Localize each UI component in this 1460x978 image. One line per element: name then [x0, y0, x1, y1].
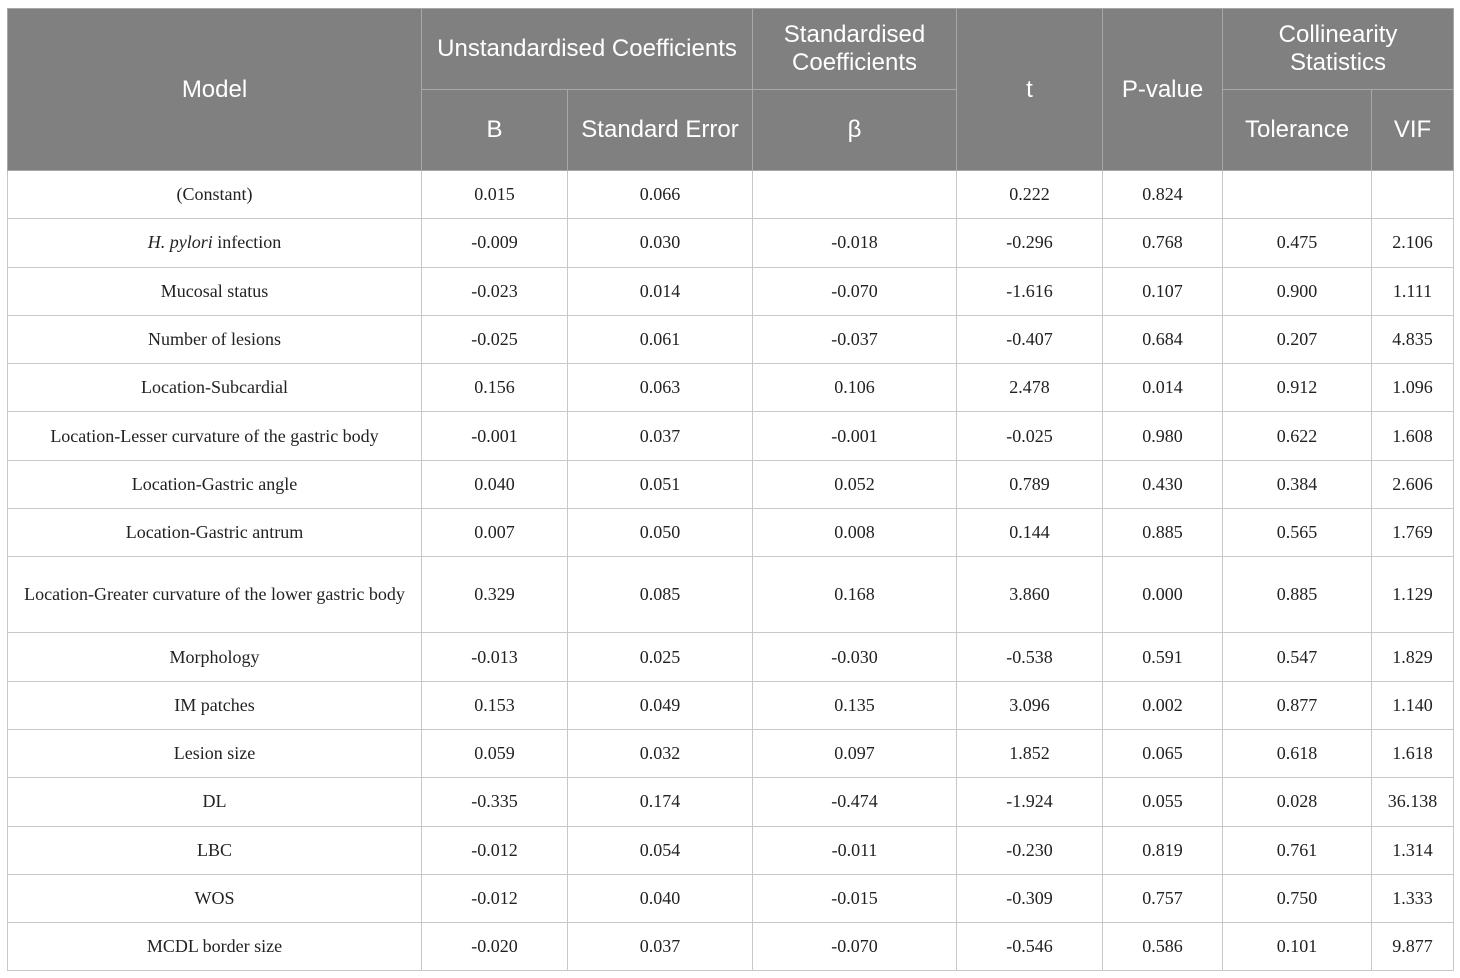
- cell-t: -0.407: [957, 315, 1103, 363]
- cell-vif: 1.829: [1372, 633, 1454, 681]
- cell-p: 0.885: [1103, 509, 1223, 557]
- cell-tolerance: 0.565: [1223, 509, 1372, 557]
- cell-model: WOS: [8, 874, 422, 922]
- cell-t: 0.789: [957, 460, 1103, 508]
- table-row: [8, 826, 1454, 874]
- cell-p: 0.586: [1103, 923, 1223, 971]
- cell-tolerance: 0.750: [1223, 874, 1372, 922]
- cell-vif: 1.096: [1372, 364, 1454, 412]
- cell-t: 3.096: [957, 681, 1103, 729]
- cell-beta: -0.001: [753, 412, 957, 460]
- cell-t: -0.546: [957, 923, 1103, 971]
- cell-b: -0.001: [422, 412, 568, 460]
- cell-beta: [753, 171, 957, 219]
- cell-p: 0.591: [1103, 633, 1223, 681]
- cell-vif: 36.138: [1372, 778, 1454, 826]
- header-collinearity: Collinearity Statistics: [1223, 9, 1454, 90]
- cell-t: 2.478: [957, 364, 1103, 412]
- cell-p: 0.430: [1103, 460, 1223, 508]
- cell-p: 0.065: [1103, 729, 1223, 777]
- cell-t: -1.616: [957, 267, 1103, 315]
- header-t: t: [957, 9, 1103, 171]
- cell-model: Number of lesions: [8, 315, 422, 363]
- cell-p: 0.000: [1103, 557, 1223, 633]
- cell-model-italic: H. pylori: [147, 232, 213, 253]
- cell-vif: 1.608: [1372, 412, 1454, 460]
- cell-tolerance: 0.761: [1223, 826, 1372, 874]
- cell-vif: 9.877: [1372, 923, 1454, 971]
- cell-p: 0.819: [1103, 826, 1223, 874]
- cell-t: -0.296: [957, 219, 1103, 267]
- cell-se: 0.032: [568, 729, 753, 777]
- cell-se: 0.050: [568, 509, 753, 557]
- cell-model: Location-Lesser curvature of the gastric body: [8, 412, 422, 460]
- cell-tolerance: 0.547: [1223, 633, 1372, 681]
- cell-tolerance: 0.618: [1223, 729, 1372, 777]
- table-row: [8, 778, 1454, 826]
- table-row: [8, 681, 1454, 729]
- cell-tolerance: 0.877: [1223, 681, 1372, 729]
- cell-tolerance: 0.912: [1223, 364, 1372, 412]
- cell-se: 0.049: [568, 681, 753, 729]
- cell-b: 0.153: [422, 681, 568, 729]
- header-standardised: Standardised Coefficients: [753, 9, 957, 90]
- cell-beta: 0.168: [753, 557, 957, 633]
- cell-tolerance: 0.885: [1223, 557, 1372, 633]
- cell-beta: -0.474: [753, 778, 957, 826]
- cell-b: -0.012: [422, 826, 568, 874]
- table-row: [8, 509, 1454, 557]
- cell-beta: -0.037: [753, 315, 957, 363]
- cell-t: -1.924: [957, 778, 1103, 826]
- cell-tolerance: 0.622: [1223, 412, 1372, 460]
- cell-beta: 0.052: [753, 460, 957, 508]
- cell-se: 0.063: [568, 364, 753, 412]
- cell-model: IM patches: [8, 681, 422, 729]
- cell-model: Location-Gastric angle: [8, 460, 422, 508]
- cell-model: LBC: [8, 826, 422, 874]
- cell-model-rest: infection: [212, 232, 282, 253]
- cell-vif: 1.111: [1372, 267, 1454, 315]
- cell-t: -0.538: [957, 633, 1103, 681]
- cell-b: -0.013: [422, 633, 568, 681]
- cell-t: 3.860: [957, 557, 1103, 633]
- cell-beta: -0.018: [753, 219, 957, 267]
- cell-b: 0.059: [422, 729, 568, 777]
- header-standard-error: Standard Error: [568, 90, 753, 171]
- cell-vif: 1.129: [1372, 557, 1454, 633]
- header-p-value: P-value: [1103, 9, 1223, 171]
- cell-t: -0.230: [957, 826, 1103, 874]
- cell-t: -0.309: [957, 874, 1103, 922]
- cell-t: 0.144: [957, 509, 1103, 557]
- cell-p: 0.014: [1103, 364, 1223, 412]
- table-row: [8, 171, 1454, 219]
- cell-beta: -0.015: [753, 874, 957, 922]
- cell-tolerance: 0.028: [1223, 778, 1372, 826]
- table-row: [8, 923, 1454, 971]
- cell-b: 0.007: [422, 509, 568, 557]
- cell-tolerance: 0.384: [1223, 460, 1372, 508]
- cell-tolerance: 0.101: [1223, 923, 1372, 971]
- cell-b: 0.015: [422, 171, 568, 219]
- cell-model: (Constant): [8, 171, 422, 219]
- cell-se: 0.054: [568, 826, 753, 874]
- cell-tolerance: [1223, 171, 1372, 219]
- cell-vif: 1.769: [1372, 509, 1454, 557]
- cell-vif: 1.314: [1372, 826, 1454, 874]
- cell-beta: 0.106: [753, 364, 957, 412]
- table-row: [8, 219, 1454, 267]
- header-b: B: [422, 90, 568, 171]
- cell-tolerance: 0.475: [1223, 219, 1372, 267]
- cell-vif: [1372, 171, 1454, 219]
- cell-se: 0.085: [568, 557, 753, 633]
- cell-t: -0.025: [957, 412, 1103, 460]
- table-row: [8, 267, 1454, 315]
- cell-beta: -0.070: [753, 267, 957, 315]
- cell-b: 0.156: [422, 364, 568, 412]
- header-model: Model: [8, 9, 422, 171]
- cell-beta: 0.097: [753, 729, 957, 777]
- cell-beta: 0.135: [753, 681, 957, 729]
- table-row: [8, 364, 1454, 412]
- cell-beta: -0.070: [753, 923, 957, 971]
- header-unstandardised: Unstandardised Coefficients: [422, 9, 753, 90]
- cell-se: 0.037: [568, 412, 753, 460]
- cell-vif: 1.333: [1372, 874, 1454, 922]
- cell-b: -0.020: [422, 923, 568, 971]
- cell-se: 0.066: [568, 171, 753, 219]
- cell-vif: 4.835: [1372, 315, 1454, 363]
- cell-p: 0.824: [1103, 171, 1223, 219]
- cell-model: [8, 219, 422, 267]
- cell-tolerance: 0.900: [1223, 267, 1372, 315]
- table-row: [8, 412, 1454, 460]
- cell-t: 0.222: [957, 171, 1103, 219]
- header-beta: β: [753, 90, 957, 171]
- cell-b: -0.009: [422, 219, 568, 267]
- cell-model: Location-Greater curvature of the lower gastric body: [8, 557, 422, 633]
- cell-se: 0.040: [568, 874, 753, 922]
- cell-b: -0.023: [422, 267, 568, 315]
- table-row: [8, 633, 1454, 681]
- cell-b: 0.040: [422, 460, 568, 508]
- cell-p: 0.002: [1103, 681, 1223, 729]
- cell-model: Mucosal status: [8, 267, 422, 315]
- cell-tolerance: 0.207: [1223, 315, 1372, 363]
- cell-b: -0.335: [422, 778, 568, 826]
- cell-se: 0.014: [568, 267, 753, 315]
- table-row: [8, 557, 1454, 633]
- cell-vif: 1.140: [1372, 681, 1454, 729]
- header-row-1: [8, 9, 1454, 90]
- cell-b: -0.012: [422, 874, 568, 922]
- cell-beta: -0.011: [753, 826, 957, 874]
- cell-b: 0.329: [422, 557, 568, 633]
- header-tolerance: Tolerance: [1223, 90, 1372, 171]
- cell-se: 0.051: [568, 460, 753, 508]
- cell-model: DL: [8, 778, 422, 826]
- cell-model: Morphology: [8, 633, 422, 681]
- cell-p: 0.980: [1103, 412, 1223, 460]
- cell-model: Lesion size: [8, 729, 422, 777]
- cell-p: 0.055: [1103, 778, 1223, 826]
- cell-se: 0.061: [568, 315, 753, 363]
- cell-beta: 0.008: [753, 509, 957, 557]
- cell-t: 1.852: [957, 729, 1103, 777]
- cell-b: -0.025: [422, 315, 568, 363]
- header-vif: VIF: [1372, 90, 1454, 171]
- cell-p: 0.768: [1103, 219, 1223, 267]
- cell-p: 0.107: [1103, 267, 1223, 315]
- cell-se: 0.037: [568, 923, 753, 971]
- cell-se: 0.174: [568, 778, 753, 826]
- cell-p: 0.757: [1103, 874, 1223, 922]
- cell-model: Location-Gastric antrum: [8, 509, 422, 557]
- cell-vif: 2.606: [1372, 460, 1454, 508]
- cell-se: 0.025: [568, 633, 753, 681]
- cell-beta: -0.030: [753, 633, 957, 681]
- cell-vif: 2.106: [1372, 219, 1454, 267]
- cell-p: 0.684: [1103, 315, 1223, 363]
- table-row: [8, 874, 1454, 922]
- cell-vif: 1.618: [1372, 729, 1454, 777]
- cell-model: Location-Subcardial: [8, 364, 422, 412]
- regression-table: [7, 8, 1454, 971]
- table-row: [8, 460, 1454, 508]
- cell-model: MCDL border size: [8, 923, 422, 971]
- table-row: [8, 315, 1454, 363]
- table-row: [8, 729, 1454, 777]
- cell-se: 0.030: [568, 219, 753, 267]
